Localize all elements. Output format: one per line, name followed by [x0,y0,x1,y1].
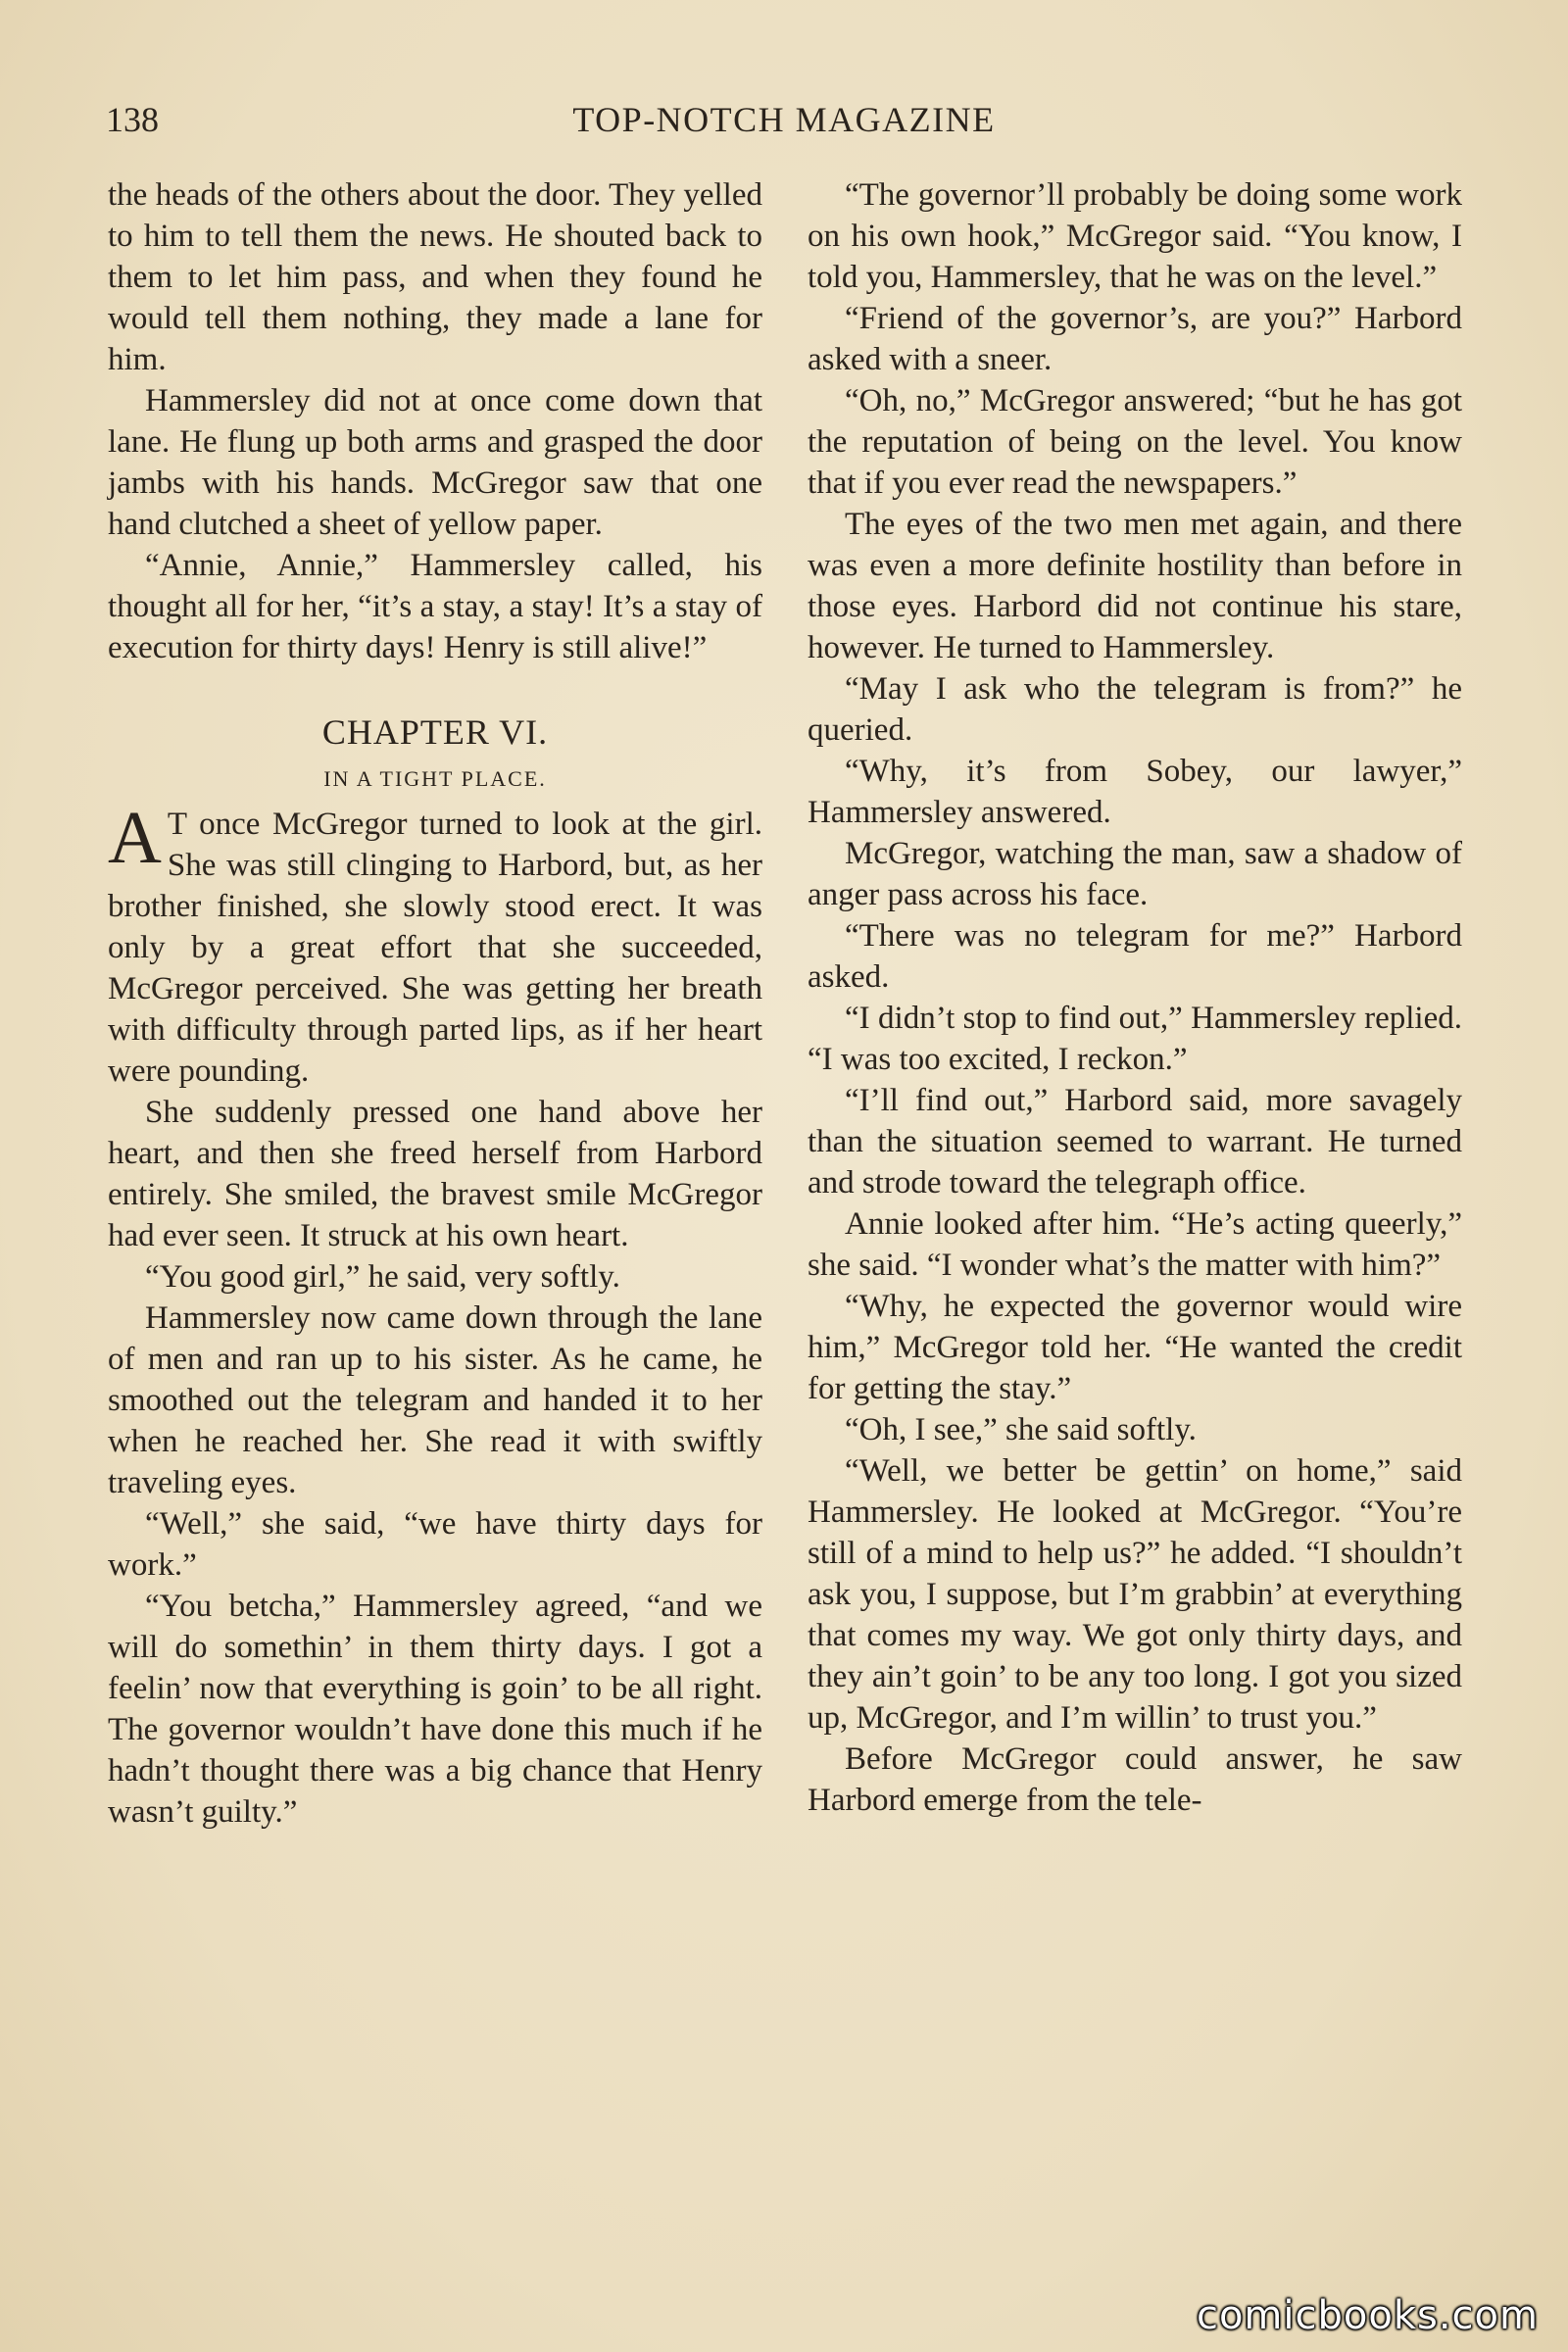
paragraph: “Friend of the governor’s, are you?” Harbord asked with a sneer. [808,301,1462,377]
paragraph: “Oh, no,” McGregor answered; “but he has got the reputation of being on the level. You know that if you ever read the newspapers.” [808,383,1462,501]
paragraph: Before McGregor could answer, he saw Harbord emerge from the tele- [808,1741,1462,1818]
chapter-first-paragraph [108,797,762,1092]
page-header [106,96,1462,143]
paragraph: “Why, it’s from Sobey, our lawyer,” Hammersley answered. [808,754,1462,830]
paragraph: The eyes of the two men met again, and there was even a more definite hostility than before in those eyes. Harbord did not continue his stare, however. He turned to Hammersley. [808,507,1462,665]
paragraph: “There was no telegram for me?” Harbord asked. [808,918,1462,995]
paragraph: McGregor, watching the man, saw a shadow of anger pass across his face. [808,836,1462,912]
left-column [108,174,762,1833]
first-paragraph-text: T once McGregor turned to look at the girl. She was still clinging to Harbord, but, as her brother finished, she slowly stood erect. It was only by a great effort that she succeeded, McGregor perceived. She was getting her breath with difficulty through parted lips, as if her heart were pounding. [108,807,762,1089]
right-column [808,174,1462,1821]
paragraph: “The governor’ll probably be doing some work on his own hook,” McGregor said. “You know, I told you, Hammersley, that he was on the level.” [808,177,1462,295]
chapter-title: CHAPTER VI. [321,712,549,752]
paragraph: Annie looked after him. “He’s acting queerly,” she said. “I wonder what’s the matter with him?” [808,1206,1462,1283]
paragraph: Hammersley did not at once come down that lane. He flung up both arms and grasped the door jambs with his hands. McGregor saw that one hand clutched a sheet of yellow paper. [108,383,762,542]
paragraph: She suddenly pressed one hand above her heart, and then she freed herself from Harbord entirely. She smiled, the bravest smile McGregor had ever seen. It struck at his own heart. [108,1095,762,1253]
paragraph: Hammersley now came down through the lane of men and ran up to his sister. As he came, he smoothed out the telegram and handed it to her when he reached her. She read it with swiftly traveling eyes. [108,1300,762,1500]
paragraph: the heads of the others about the door. They yelled to him to tell them the news. He shouted back to them to let him pass, and when they found he would tell them nothing, they made a lane for him. [108,177,762,377]
paragraph: “I didn’t stop to find out,” Hammersley replied. “I was too excited, I reckon.” [808,1001,1462,1077]
paragraph: “You betcha,” Hammersley agreed, “and we will do somethin’ in them thirty days. I got a feelin’ now that everything is goin’ to be all right. The governor wouldn’t have done this much if he hadn’t thought there was a big chance that Henry wasn’t guilty.” [108,1589,762,1830]
page-number: 138 [106,100,159,139]
running-title: TOP-NOTCH MAGAZINE [572,100,996,139]
paragraph: “Why, he expected the governor would wire him,” McGregor told her. “He wanted the credit for getting the stay.” [808,1289,1462,1406]
paragraph: “Well,” she said, “we have thirty days for work.” [108,1506,762,1583]
paragraph: “You good girl,” he said, very softly. [145,1259,620,1295]
chapter-subtitle: IN A TIGHT PLACE. [323,766,547,791]
watermark: comicbooks.com [1196,2293,1539,2338]
paragraph: “Annie, Annie,” Hammersley called, his thought all for her, “it’s a stay, a stay! It’s a stay of execution for thirty days! Henry is still alive!” [108,548,762,665]
paragraph: “I’ll find out,” Harbord said, more savagely than the situation seemed to warrant. He turned and strode toward the telegraph office. [808,1083,1462,1200]
paragraph: “May I ask who the telegram is from?” he queried. [808,671,1462,748]
drop-cap: A [108,797,162,879]
paragraph: “Oh, I see,” she said softly. [845,1412,1197,1447]
paragraph: “Well, we better be gettin’ on home,” said Hammersley. He looked at McGregor. “You’re still of a mind to help us?” he added. “I shouldn’t ask you, I suppose, but I’m grabbin’ at everything that comes my way. We got only thirty days, and they ain’t goin’ to be any too long. I got you sized up, McGregor, and I’m willin’ to trust you.” [808,1453,1462,1736]
